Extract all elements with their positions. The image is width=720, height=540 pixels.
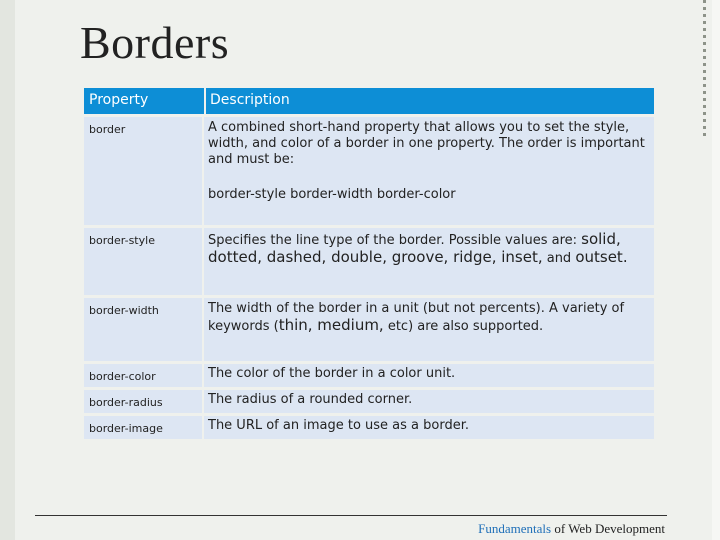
description-text: The width of the border in a unit (but not percents). A variety of keywords ( bbox=[208, 301, 625, 334]
property-name: border-color bbox=[84, 364, 204, 387]
description-text: and bbox=[542, 251, 576, 266]
property-name: border-radius bbox=[84, 390, 204, 413]
decorative-dashed-line bbox=[703, 0, 706, 138]
property-name: border-width bbox=[84, 298, 204, 361]
table-row bbox=[84, 364, 654, 387]
property-description: The URL of an image to use as a border. bbox=[204, 416, 654, 439]
table-row bbox=[84, 416, 654, 439]
footer-divider bbox=[35, 515, 667, 516]
border-properties-table bbox=[84, 85, 654, 442]
property-description bbox=[204, 298, 654, 361]
header-property: Property bbox=[84, 88, 204, 114]
style-values: solid, dotted, dashed, double, groove, ridge, inset, bbox=[208, 230, 621, 266]
property-description bbox=[204, 117, 654, 225]
property-description: The color of the border in a color unit. bbox=[204, 364, 654, 387]
property-name: border-style bbox=[84, 228, 204, 295]
left-accent-bar bbox=[0, 0, 15, 540]
table-row bbox=[84, 228, 654, 295]
property-description: The radius of a rounded corner. bbox=[204, 390, 654, 413]
property-description bbox=[204, 228, 654, 295]
table-row bbox=[84, 390, 654, 413]
table-row bbox=[84, 117, 654, 225]
width-keywords: thin, medium, bbox=[278, 316, 384, 334]
table-row bbox=[84, 298, 654, 361]
description-text: etc) are also supported. bbox=[383, 319, 544, 334]
property-name: border-image bbox=[84, 416, 204, 439]
description-text: Specifies the line type of the border. Possible values are: bbox=[208, 233, 582, 248]
footer-highlight: Fundamentals bbox=[478, 521, 552, 536]
style-value-last: outset. bbox=[575, 248, 628, 266]
table-header-row bbox=[84, 88, 654, 114]
property-name: border bbox=[84, 117, 204, 225]
shorthand-order-note: border-style border-width border-color bbox=[208, 187, 456, 202]
description-text: A combined short-hand property that allows you to set the style, width, and color of a border in one property. The order is important and must be: bbox=[208, 120, 645, 167]
slide-title: Borders bbox=[80, 17, 230, 68]
footer-text bbox=[478, 521, 665, 537]
header-description: Description bbox=[204, 88, 654, 114]
right-edge-strip bbox=[712, 0, 720, 540]
footer-rest: of Web Development bbox=[551, 521, 665, 536]
